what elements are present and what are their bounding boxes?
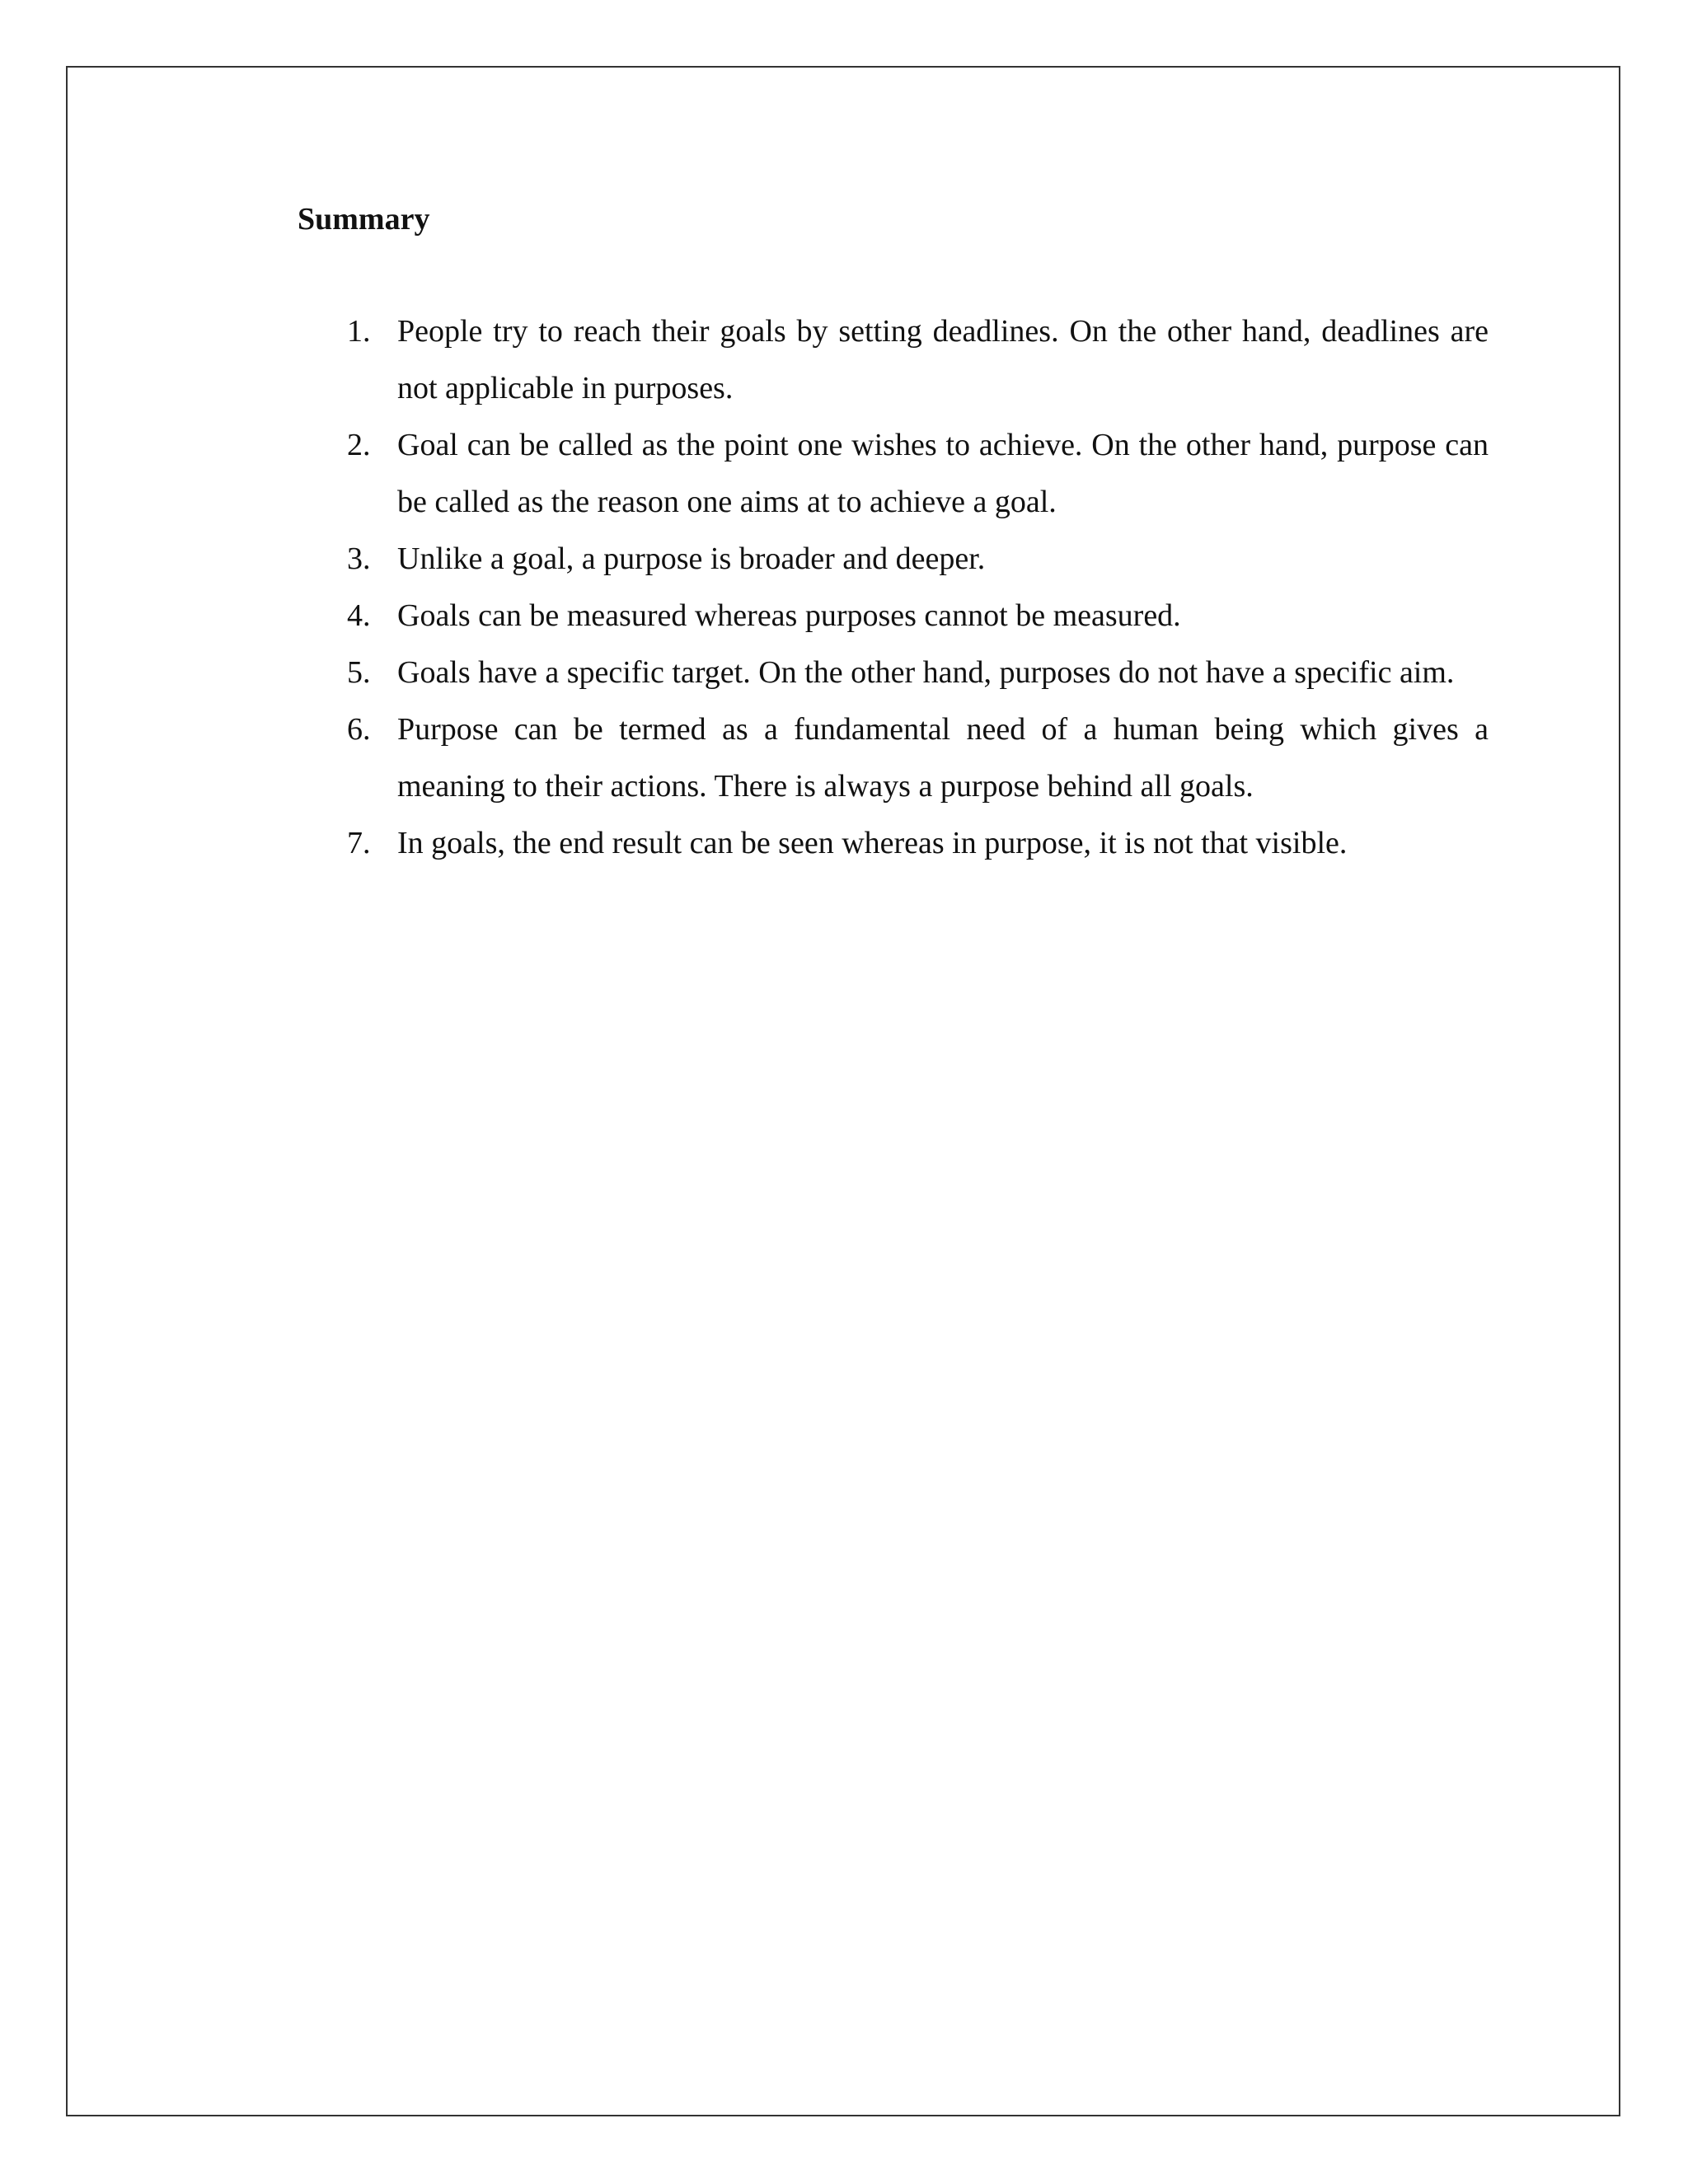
list-item-text: In goals, the end result can be seen whereas in purpose, it is not that visible. [397, 826, 1348, 860]
list-item [298, 701, 1489, 815]
list-item [298, 644, 1489, 701]
list-item-number: 2. [347, 428, 371, 462]
list-item-text: Goals have a specific target. On the other hand, purposes do not have a specific aim. [397, 655, 1455, 690]
list-item-text: Purpose can be termed as a fundamental need of a human being which gives a meaning to their actions. There is always a purpose behind all goals. [397, 712, 1489, 804]
page-title: Summary [298, 202, 430, 237]
document-content [298, 196, 1489, 872]
list-item [298, 588, 1489, 644]
list-item [298, 417, 1489, 531]
list-item [298, 531, 1489, 588]
list-item-text: Goal can be called as the point one wishes to achieve. On the other hand, purpose can be called as the reason one aims at to achieve a goal. [397, 428, 1489, 519]
list-item-text: Goals can be measured whereas purposes cannot be measured. [397, 598, 1181, 633]
list-item-number: 4. [347, 598, 371, 633]
list-item-text: Unlike a goal, a purpose is broader and deeper. [397, 541, 986, 576]
list-item-number: 3. [347, 541, 371, 576]
list-item-number: 5. [347, 655, 371, 690]
list-item [298, 303, 1489, 417]
list-item-number: 1. [347, 314, 371, 349]
list-item-text: People try to reach their goals by setting deadlines. On the other hand, deadlines are not applicable in purposes. [397, 314, 1489, 405]
list-item-number: 7. [347, 826, 371, 860]
list-item [298, 815, 1489, 872]
list-item-number: 6. [347, 712, 371, 747]
summary-list [298, 303, 1489, 872]
